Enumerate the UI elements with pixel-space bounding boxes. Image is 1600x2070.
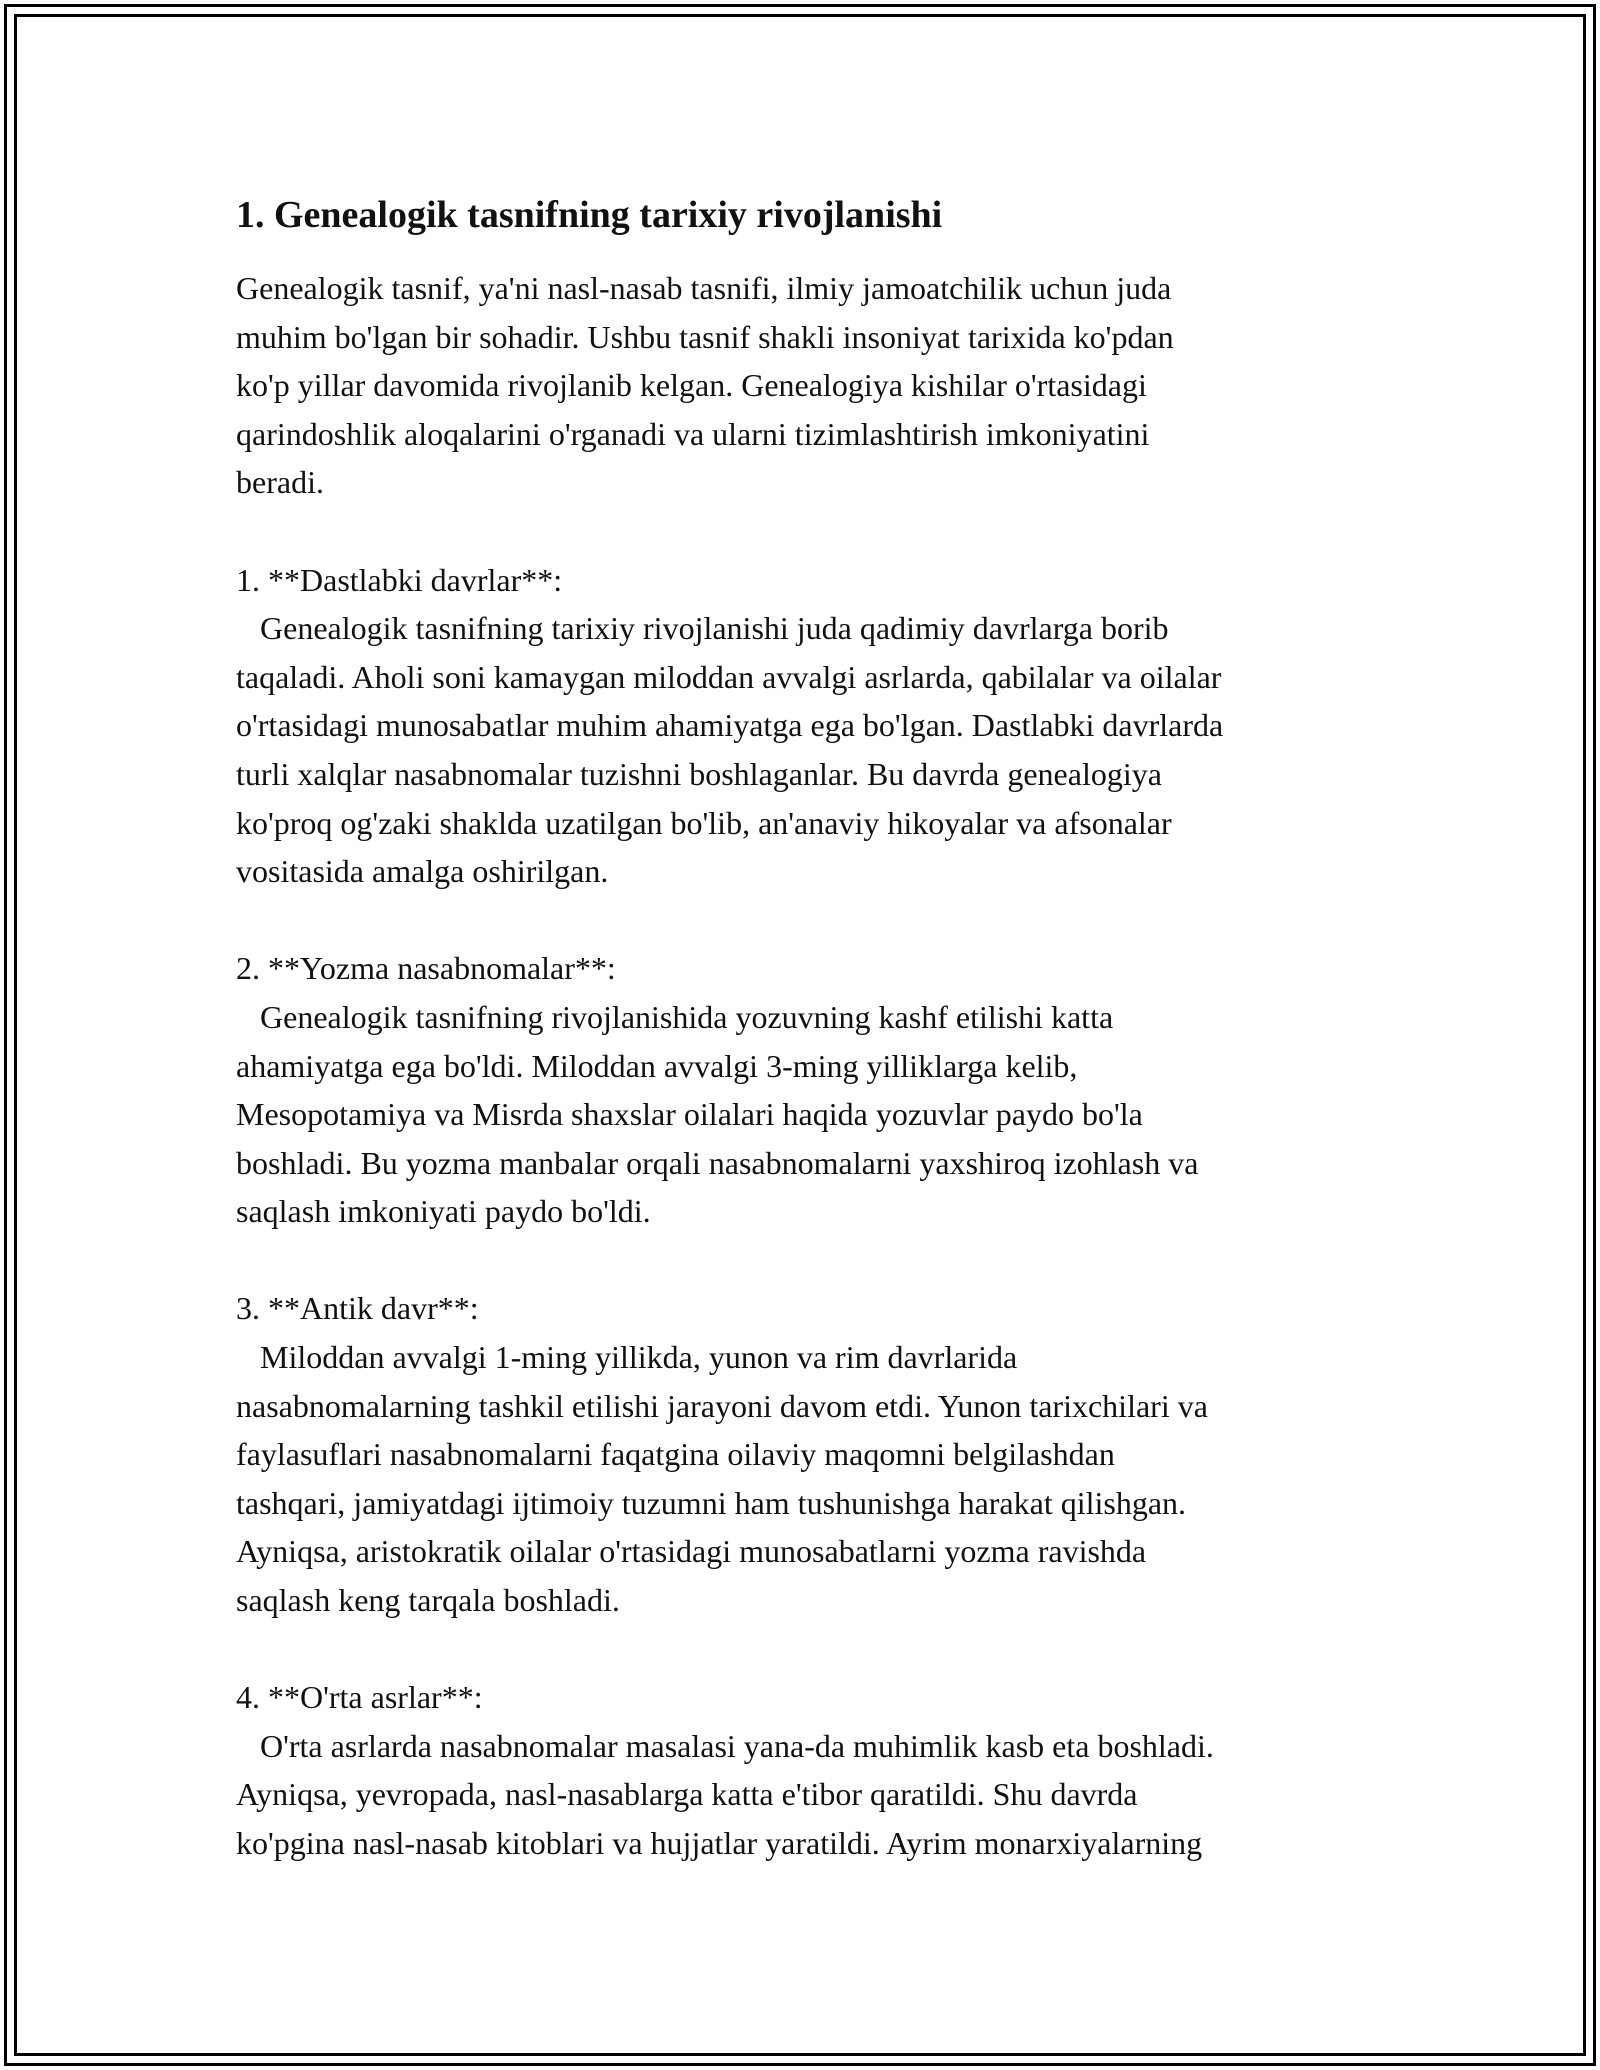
intro-paragraph [236,264,1386,507]
paragraph-line: Genealogik tasnif, ya'ni nasl-nasab tasnifi, ilmiy jamoatchilik uchun juda [236,270,1172,306]
paragraph-line: qarindoshlik aloqalarini o'rganadi va ularni tizimlashtirish imkoniyatini [236,415,1150,452]
paragraph-line: taqaladi. Aholi soni kamaygan miloddan avvalgi asrlarda, qabilalar va oilalar [236,658,1222,695]
paragraph-gap [236,896,1386,945]
paragraph-gap [236,507,1386,556]
section-antiquity [236,1284,1386,1624]
section-heading: 4. **O'rta asrlar**: [236,1679,483,1716]
paragraph-gap [236,1625,1386,1674]
paragraph-line: saqlash keng tarqala boshladi. [236,1582,620,1619]
paragraph-line: saqlash imkoniyati paydo bo'ldi. [236,1193,651,1230]
section-heading: 3. **Antik davr**: [236,1290,479,1327]
section-heading: 1. **Dastlabki davrlar**: [236,561,563,598]
section-early-periods [236,556,1386,896]
paragraph-line: faylasuflari nasabnomalarni faqatgina oilaviy maqomni belgilashdan [236,1436,1115,1473]
paragraph-line: O'rta asrlarda nasabnomalar masalasi yana-da muhimlik kasb eta boshladi. [236,1727,1214,1764]
paragraph-line: ko'proq og'zaki shaklda uzatilgan bo'lib, an'anaviy hikoyalar va afsonalar [236,804,1172,841]
paragraph-line: vositasida amalga oshirilgan. [236,853,609,890]
paragraph-line: tashqari, jamiyatdagi ijtimoiy tuzumni ham tushunishga harakat qilishgan. [236,1484,1187,1521]
section-written-genealogies [236,944,1386,1236]
paragraph-line: beradi. [236,464,324,501]
paragraph-line: Miloddan avvalgi 1-ming yillikda, yunon va rim davrlarida [236,1339,1018,1376]
paragraph-line: turli xalqlar nasabnomalar tuzishni boshlaganlar. Bu davrda genealogiya [236,755,1162,792]
document-body [236,188,1386,1868]
paragraph-line: Genealogik tasnifning rivojlanishida yozuvning kashf etilishi katta [236,998,1114,1035]
paragraph-line: nasabnomalarning tashkil etilishi jarayoni davom etdi. Yunon tarixchilari va [236,1387,1208,1424]
paragraph-line: ko'pgina nasl-nasab kitoblari va hujjatlar yaratildi. Ayrim monarxiyalarning [236,1825,1203,1861]
paragraph-line: o'rtasidagi munosabatlar muhim ahamiyatga ega bo'lgan. Dastlabki davrlarda [236,707,1224,744]
section-middle-ages [236,1673,1386,1867]
paragraph-line: Ayniqsa, yevropada, nasl-nasablarga katta e'tibor qaratildi. Shu davrda [236,1776,1138,1813]
paragraph-line: ahamiyatga ega bo'ldi. Miloddan avvalgi 3-ming yilliklarga kelib, [236,1047,1078,1084]
paragraph-line: Mesopotamiya va Misrda shaxslar oilalari haqida yozuvlar paydo bo'la [236,1096,1143,1133]
paragraph-line: ko'p yillar davomida rivojlanib kelgan. Genealogiya kishilar o'rtasidagi [236,367,1147,404]
paragraph-line: Ayniqsa, aristokratik oilalar o'rtasidagi munosabatlarni yozma ravishda [236,1533,1147,1570]
paragraph-line: muhim bo'lgan bir sohadir. Ushbu tasnif shakli insoniyat tarixida ko'pdan [236,318,1174,355]
document-title: 1. Genealogik tasnifning tarixiy rivojlanishi [236,194,943,236]
paragraph-gap [236,1236,1386,1285]
paragraph-line: boshladi. Bu yozma manbalar orqali nasabnomalarni yaxshiroq izohlash va [236,1144,1199,1181]
paragraph-line: Genealogik tasnifning tarixiy rivojlanishi juda qadimiy davrlarga borib [236,610,1169,647]
section-heading: 2. **Yozma nasabnomalar**: [236,950,616,987]
